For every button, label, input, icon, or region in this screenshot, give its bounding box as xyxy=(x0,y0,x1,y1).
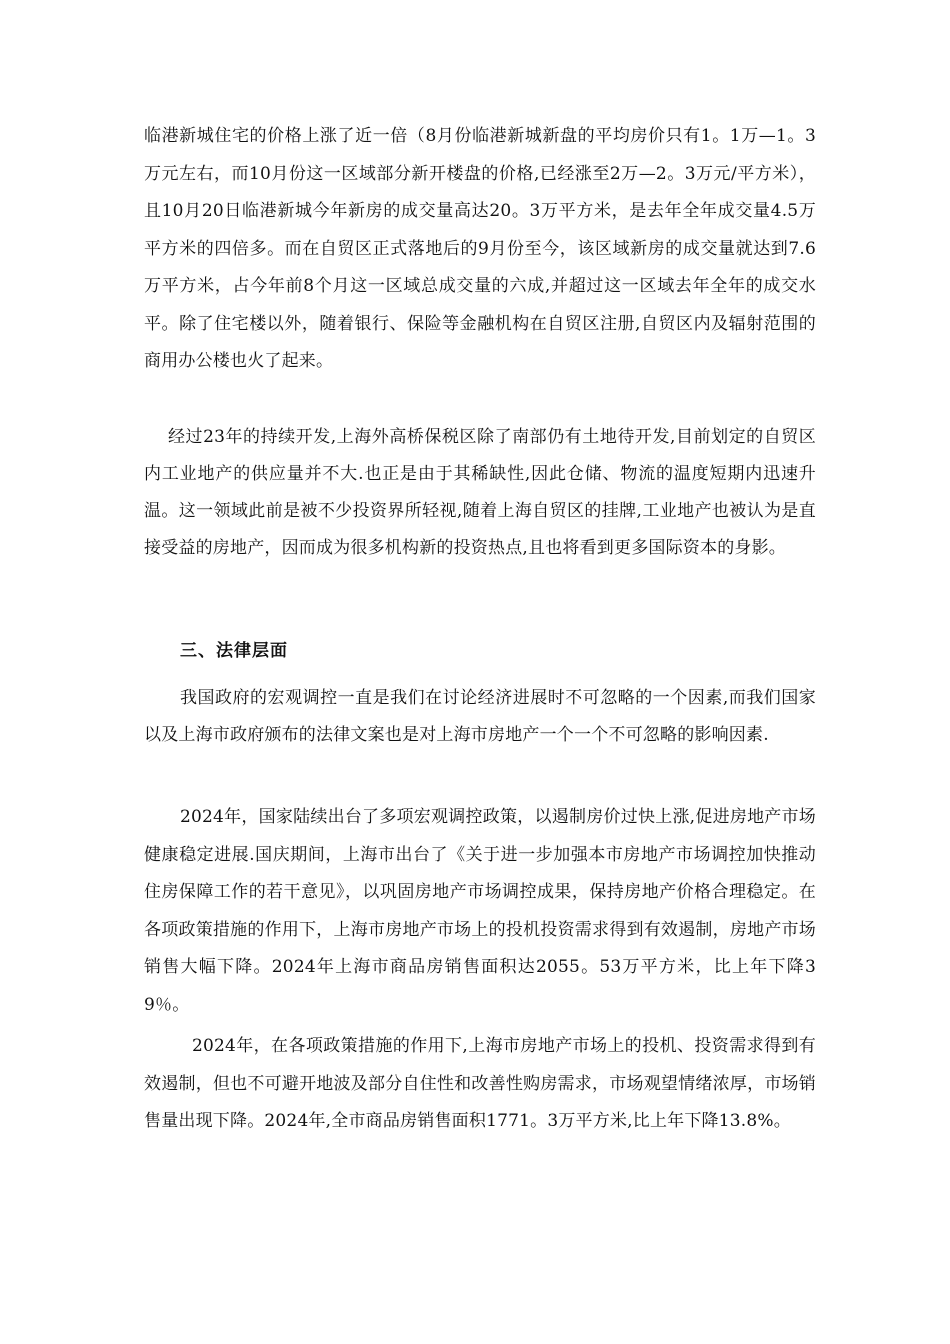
body-paragraph-3: 我国政府的宏观调控一直是我们在讨论经济进展时不可忽略的一个因素,而我们国家以及上海市政府颁布的法律文案也是对上海市房地产一个一个不可忽略的影响因素. xyxy=(144,688,816,745)
section-heading: 三、法律层面 xyxy=(180,641,288,661)
body-paragraph-1: 临港新城住宅的价格上涨了近一倍（8月份临港新城新盘的平均房价只有1。1万—1。3万元左右，而10月份这一区域部分新开楼盘的价格,已经涨至2万—2。3万元/平方米），且10月20日临港新城今年新房的成交量高达20。3万平方米，是去年全年成交量4.5万平方米的四倍多。而在自贸区正式落地后的9月份至今，该区域新房的成交量就达到7.6万平方米，占今年前8个月这一区域总成交量的六成,并超过这一区域去年全年的成交水平。除了住宅楼以外，随着银行、保险等金融机构在自贸区注册,自贸区内及辐射范围的商用办公楼也火了起来。 xyxy=(144,126,816,371)
body-paragraph-5: 2024年，在各项政策措施的作用下,上海市房地产市场上的投机、投资需求得到有效遏制，但也不可避开地波及部分自住性和改善性购房需求，市场观望情绪浓厚，市场销售量出现下降。2024年,全市商品房销售面积1771。3万平方米,比上年下降13.8%。 xyxy=(144,1036,816,1131)
body-paragraph-2: 经过23年的持续开发,上海外高桥保税区除了南部仍有土地待开发,目前划定的自贸区内工业地产的供应量并不大.也正是由于其稀缺性,因此仓储、物流的温度短期内迅速升温。这一领域此前是被不少投资界所轻视,随着上海自贸区的挂牌,工业地产也被认为是直接受益的房地产，因而成为很多机构新的投资热点,且也将看到更多国际资本的身影。 xyxy=(144,427,816,558)
body-paragraph-4: 2024年，国家陆续出台了多项宏观调控政策，以遏制房价过快上涨,促进房地产市场健康稳定进展.国庆期间，上海市出台了《关于进一步加强本市房地产市场调控加快推动住房保障工作的若干意见》，以巩固房地产市场调控成果，保持房地产价格合理稳定。在各项政策措施的作用下，上海市房地产市场上的投机投资需求得到有效遏制，房地产市场销售大幅下降。2024年上海市商品房销售面积达2055。53万平方米，比上年下降39％。 xyxy=(144,807,816,1015)
